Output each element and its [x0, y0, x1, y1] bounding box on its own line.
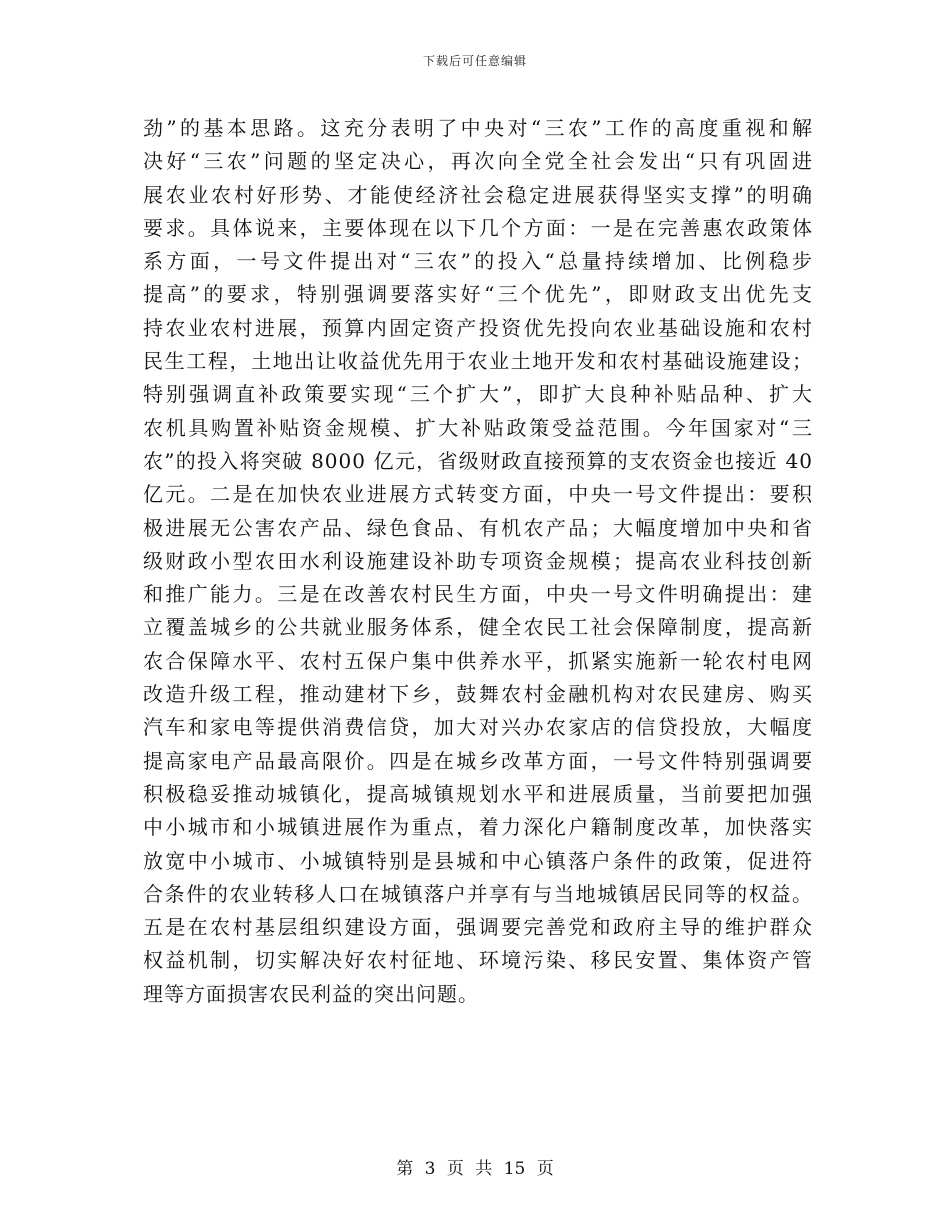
- text-line: 农合保障水平、农村五保户集中供养水平，抓紧实施新一轮农村电网: [143, 648, 813, 673]
- text-line: 合条件的农业转移人口在城镇落户并享有与当地城镇居民同等的权益。: [143, 881, 813, 906]
- text-line: 积极稳妥推动城镇化，提高城镇规划水平和进展质量，当前要把加强: [143, 781, 813, 806]
- text-line: 极进展无公害农产品、绿色食品、有机农产品；大幅度增加中央和省: [143, 515, 813, 540]
- text-line: 民生工程，土地出让收益优先用于农业土地开发和农村基础设施建设；: [143, 349, 813, 374]
- page-number-footer: 第 3 页 共 15 页: [396, 1159, 554, 1179]
- text-line: 农”的投入将突破 8000 亿元，省级财政直接预算的支农资金也接近 40: [143, 448, 813, 473]
- text-line: 五是在农村基层组织建设方面，强调要完善党和政府主导的维护群众: [143, 915, 813, 940]
- text-line: 改造升级工程，推动建材下乡，鼓舞农村金融机构对农民建房、购买: [143, 682, 813, 707]
- text-line: 中小城市和小城镇进展作为重点，着力深化户籍制度改革，加快落实: [143, 815, 813, 840]
- text-line: 决好“三农”问题的坚定决心，再次向全党全社会发出“只有巩固进: [143, 149, 813, 174]
- text-line: 提高家电产品最高限价。四是在城乡改革方面，一号文件特别强调要: [143, 748, 813, 773]
- body-paragraph: [143, 112, 813, 1011]
- text-line: 放宽中小城市、小城镇特别是县城和中心镇落户条件的政策，促进符: [143, 848, 813, 873]
- text-line: 级财政小型农田水利设施建设补助专项资金规模；提高农业科技创新: [143, 548, 813, 573]
- text-line: 和推广能力。三是在改善农村民生方面，中央一号文件明确提出：建: [143, 582, 813, 607]
- text-line: 理等方面损害农民利益的突出问题。: [143, 981, 479, 1006]
- text-line: 劲”的基本思路。这充分表明了中央对“三农”工作的高度重视和解: [143, 116, 813, 140]
- page-header: 下载后可任意编辑: [422, 54, 527, 68]
- text-line: 提高”的要求，特别强调要落实好“三个优先”，即财政支出优先支: [143, 282, 813, 307]
- text-line: 系方面，一号文件提出对“三农”的投入“总量持续增加、比例稳步: [143, 249, 813, 274]
- text-line: 亿元。二是在加快农业进展方式转变方面，中央一号文件提出：要积: [143, 482, 813, 507]
- text-line: 要求。具体说来，主要体现在以下几个方面：一是在完善惠农政策体: [143, 215, 813, 240]
- text-line: 汽车和家电等提供消费信贷，加大对兴办农家店的信贷投放，大幅度: [143, 715, 813, 740]
- text-line: 展农业农村好形势、才能使经济社会稳定进展获得坚实支撑”的明确: [143, 182, 813, 207]
- text-line: 权益机制，切实解决好农村征地、环境污染、移民安置、集体资产管: [143, 948, 813, 973]
- text-line: 持农业农村进展，预算内固定资产投资优先投向农业基础设施和农村: [143, 315, 813, 340]
- text-line: 特别强调直补政策要实现“三个扩大”，即扩大良种补贴品种、扩大: [143, 382, 813, 407]
- text-line: 立覆盖城乡的公共就业服务体系，健全农民工社会保障制度，提高新: [143, 615, 813, 640]
- text-line: 农机具购置补贴资金规模、扩大补贴政策受益范围。今年国家对“三: [143, 415, 813, 440]
